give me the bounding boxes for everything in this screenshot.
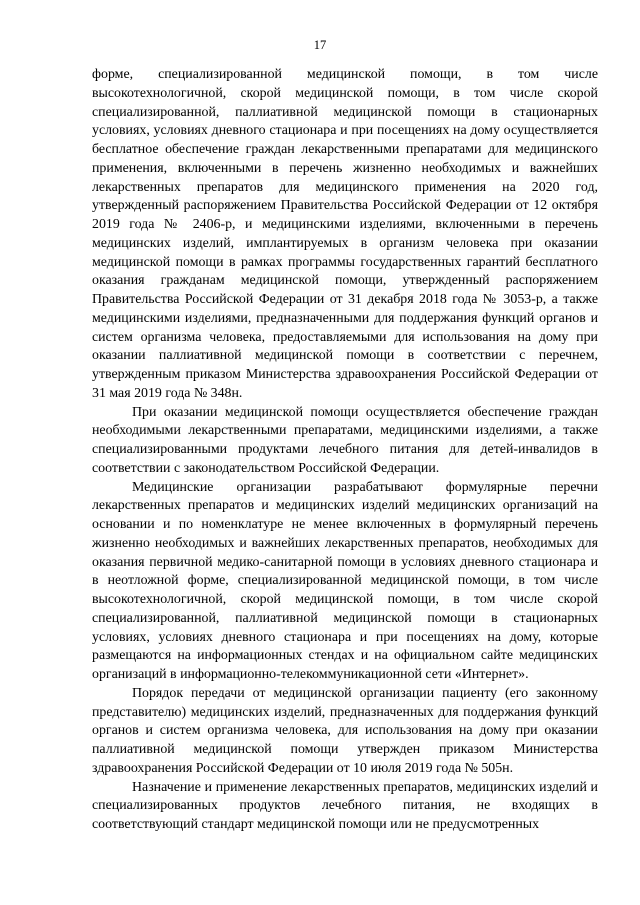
paragraph-provision-of-medicines: При оказании медицинской помощи осуществляется обеспечение граждан необходимыми лекарственными препаратами, медицинскими изделиями, а также специализированными продуктами лечебного питания для детей-инвалидов в соответствии с законодательством Российской Федерации. (92, 404, 598, 476)
paragraph-formulary-lists: Медицинские организации разрабатывают формулярные перечни лекарственных препаратов и медицинских изделий медицинских организаций на основании и по номенклатуре не менее включенных в формулярный перечень жизненно необходимых и важнейших лекарственных препаратов, необходимых для оказания первичной медико-санитарной помощи в условиях дневного стационара и в неотложной форме, специализированной медицинской помощи, в том числе высокотехнологичной, скорой медицинской помощи, в том числе скорой специализированной, паллиативной медицинской помощи в стационарных условиях, условиях дневного стационара и при посещениях на дому, которые размещаются на информационных стендах и на официальном сайте медицинских организаций в информационно-телекоммуникационной сети «Интернет». (92, 479, 598, 682)
paragraph-prescription: Назначение и применение лекарственных препаратов, медицинских изделий и специализированных продуктов лечебного питания, не входящих в соответствующий стандарт медицинской помощи или не предусмотренных (92, 779, 598, 832)
paragraph-transfer-procedure: Порядок передачи от медицинской организации пациенту (его законному представителю) медицинских изделий, предназначенных для поддержания функций органов и систем организма человека, для использования на дому при оказании паллиативной медицинской помощи утвержден приказом Министерства здравоохранения Российской Федерации от 10 июля 2019 года № 505н. (92, 685, 598, 776)
document-body (92, 66, 598, 835)
paragraph-continuation: форме, специализированной медицинской помощи, в том числе высокотехнологичной, скорой медицинской помощи, в том числе скорой специализированной, паллиативной медицинской помощи в стационарных условиях, условиях дневного стационара и при посещениях на дому осуществляется бесплатное обеспечение граждан лекарственными препаратами для медицинского применения, включенными в перечень жизненно необходимых и важнейших лекарственных препаратов для медицинского применения на 2020 год, утвержденный распоряжением Правительства Российской Федерации от 12 октября 2019 года № 2406-р, и медицинскими изделиями, включенными в перечень медицинских изделий, имплантируемых в организм человека при оказании медицинской помощи в рамках программы государственных гарантий бесплатного оказания гражданам медицинской помощи, утвержденный распоряжением Правительства Российской Федерации от 31 декабря 2018 года № 3053-р, а также медицинскими изделиями, предназначенными для поддержания функций органов и систем организма человека, предоставляемыми для использования на дому при оказании паллиативной медицинской помощи в соответствии с перечнем, утвержденным приказом Министерства здравоохранения Российской Федерации от 31 мая 2019 года № 348н. (92, 67, 598, 401)
page-number: 17 (313, 38, 327, 52)
